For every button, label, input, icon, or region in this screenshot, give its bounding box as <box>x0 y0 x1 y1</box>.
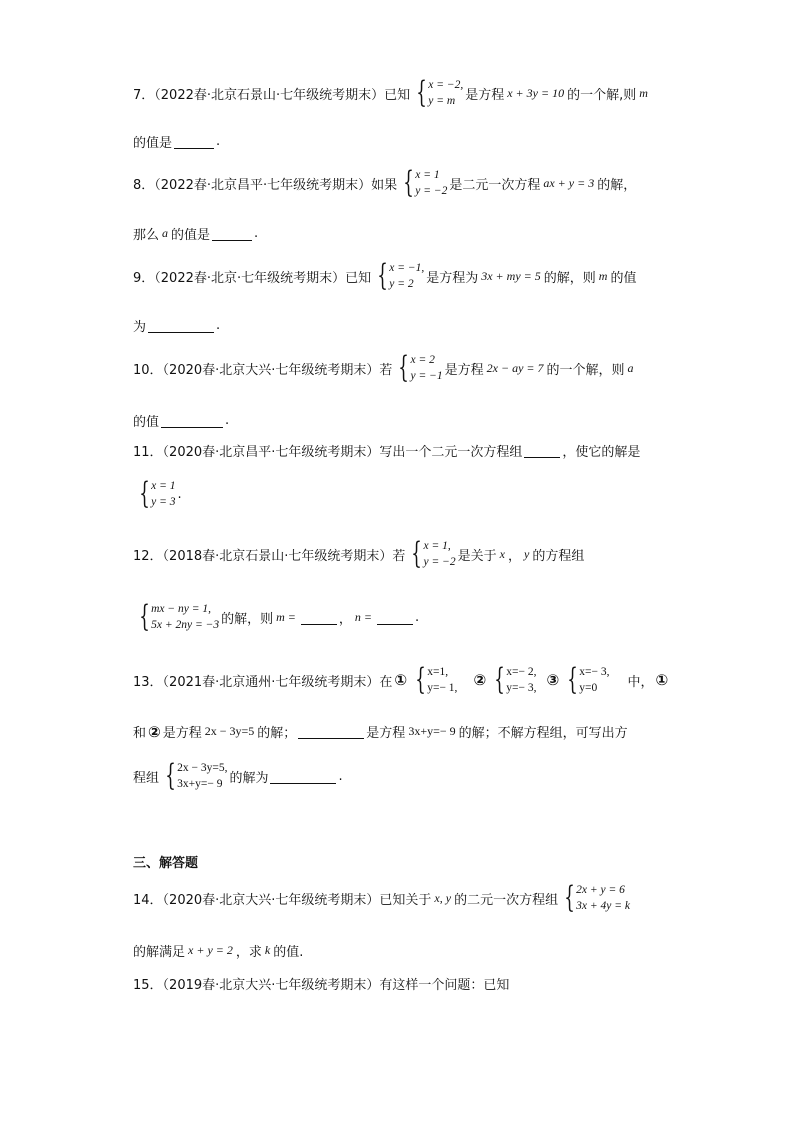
question-7-line-1: 7．（2022春·北京石景山·七年级统考期末）已知 { x = −2, y = m 是方程 x + 3y = 10 的一个解,则 m <box>133 75 648 110</box>
question-10-solution-system: { x = 2 y = −1 <box>398 350 443 385</box>
question-9-solution-system: { x = −1, y = 2 <box>377 258 425 293</box>
system-row: y = −2 <box>415 185 448 197</box>
variable: a <box>162 226 169 240</box>
circled-3: ③ <box>546 671 560 689</box>
question-9-line-2: 为 . <box>133 318 221 335</box>
variables: x, y <box>434 890 452 905</box>
equation: 3x+y=− 9 <box>408 724 456 738</box>
system-row: x = 1, <box>423 540 451 552</box>
variable: x <box>499 546 505 561</box>
candidate-system-3: { x=− 3, y=0 <box>567 662 610 697</box>
circled-1: ① <box>394 671 408 689</box>
circled-2: ② <box>148 722 161 741</box>
system-row: x = −1, <box>389 262 425 274</box>
question-12-line-1: 12．（2018春·北京石景山·七年级统考期末）若 { x = 1, y = −2 是关于 x ， y 的方程组 <box>133 536 585 571</box>
question-11-line-2: { x = 1 y = 3 . <box>133 478 182 510</box>
candidate-system-1: { x=1, y=− 1, <box>415 662 458 697</box>
system-row: x = −2, <box>428 79 464 91</box>
question-10-line-1: 10．（2020春·北京大兴·七年级统考期末）若 { x = 2 y = −1 是方程 2x − ay = 7 的一个解，则 a <box>133 350 634 385</box>
question-7-solution-system: { x = −2, y = m <box>416 75 464 110</box>
system-row: 2x + y = 6 <box>576 884 625 896</box>
question-11-solution-system: { x = 1 y = 3 <box>139 476 176 511</box>
question-14-line-1: 14．（2020春·北京大兴·七年级统考期末）已知关于 x, y 的二元一次方程组 { 2x + y = 6 3x + 4y = k <box>133 880 631 915</box>
equation: 3x + my = 5 <box>481 268 541 283</box>
question-8-line-1: 8．（2022春·北京昌平·七年级统考期末）如果 { x = 1 y = −2 是二元一次方程 ax + y = 3 的解， <box>133 165 637 200</box>
system-row: x = 2 <box>410 354 435 366</box>
answer-blank[interactable] <box>212 226 252 241</box>
system-row: y=− 1, <box>427 682 458 694</box>
question-8-line-2: 那么 a 的值是 . <box>133 226 259 243</box>
question-13-line-3: 程组 { 2x − 3y=5, 3x+y=− 9 的解为 . <box>133 758 343 793</box>
equation: x + y = 2 <box>188 943 233 957</box>
system-row: 3x + 4y = k <box>576 900 631 912</box>
system-row: y=0 <box>579 682 598 694</box>
variable: k <box>264 943 271 957</box>
m-equals: m = <box>276 609 296 624</box>
answer-blank[interactable] <box>298 724 364 739</box>
equation: 2x − ay = 7 <box>486 360 544 375</box>
answer-blank-n[interactable] <box>377 610 413 625</box>
variable: m <box>598 268 608 283</box>
circled-1: ① <box>655 671 669 689</box>
equation: ax + y = 3 <box>543 175 595 190</box>
question-9-line-1: 9．（2022春·北京·七年级统考期末）已知 { x = −1, y = 2 是方程为 3x + my = 5 的解，则 m 的值 <box>133 258 637 293</box>
equation: 2x − 3y=5 <box>204 724 255 738</box>
system-row: mx − ny = 1, <box>151 603 212 615</box>
question-7-prefix: 7．（2022春·北京石景山·七年级统考期末）已知 <box>133 87 411 103</box>
answer-blank[interactable] <box>174 134 214 149</box>
question-13-equation-system: { 2x − 3y=5, 3x+y=− 9 <box>165 758 228 793</box>
answer-blank[interactable] <box>270 769 336 784</box>
system-row: 2x − 3y=5, <box>177 762 228 774</box>
circled-2: ② <box>473 671 487 689</box>
system-row: y = 2 <box>389 278 414 290</box>
question-12-solution-system: { x = 1, y = −2 <box>411 536 456 571</box>
question-12-line-2: { mx − ny = 1, 5x + 2ny = −3 的解，则 m = ， n = . <box>133 601 419 633</box>
question-10-line-2: 的值 . <box>133 413 230 430</box>
answer-blank[interactable] <box>148 318 214 333</box>
system-row: y = m <box>428 95 456 107</box>
system-row: y = 3 <box>151 496 176 508</box>
system-row: y=− 3, <box>506 682 537 694</box>
section-heading: 三、解答题 <box>133 856 199 871</box>
system-row: 5x + 2ny = −3 <box>151 619 220 631</box>
equation: x + 3y = 10 <box>507 85 565 100</box>
variable: a <box>627 360 634 375</box>
system-row: x=− 2, <box>506 666 537 678</box>
system-row: x = 1 <box>151 480 176 492</box>
question-7-line-2: 的值是 . <box>133 134 221 151</box>
system-row: y = −1 <box>410 370 443 382</box>
answer-blank-m[interactable] <box>301 610 337 625</box>
system-row: x = 1 <box>415 169 440 181</box>
system-row: 3x+y=− 9 <box>177 778 223 790</box>
variable: m <box>639 85 648 100</box>
system-row: y = −2 <box>423 556 456 568</box>
question-8-solution-system: { x = 1 y = −2 <box>403 165 448 200</box>
question-14-equation-system: { 2x + y = 6 3x + 4y = k <box>564 880 631 915</box>
n-equals: n = <box>354 609 372 624</box>
question-14-line-2: 的解满足 x + y = 2 ，求 k 的值. <box>133 943 304 960</box>
answer-blank[interactable] <box>524 443 560 458</box>
candidate-system-2: { x=− 2, y=− 3, <box>494 662 537 697</box>
question-12-equation-system: { mx − ny = 1, 5x + 2ny = −3 <box>139 599 220 634</box>
question-15-line-1: 15．（2019春·北京大兴·七年级统考期末）有这样一个问题：已知 <box>133 978 510 993</box>
question-11-line-1: 11．（2020春·北京昌平·七年级统考期末）写出一个二元一次方程组 ，使它的解是 <box>133 445 641 460</box>
question-13-line-1: 13．（2021春·北京通州·七年级统考期末）在 ① { x=1, y=− 1, ② { x=− 2, y=− 3, ③ { x=− 3, y=0 中， ① <box>133 662 669 697</box>
variable: y <box>523 546 530 561</box>
system-row: x=− 3, <box>579 666 610 678</box>
answer-blank[interactable] <box>161 413 223 428</box>
question-13-line-2: 和 ② 是方程 2x − 3y=5 的解； 是方程 3x+y=− 9 的解；不解方程组，可写出方 <box>133 722 628 741</box>
system-row: x=1, <box>427 666 449 678</box>
